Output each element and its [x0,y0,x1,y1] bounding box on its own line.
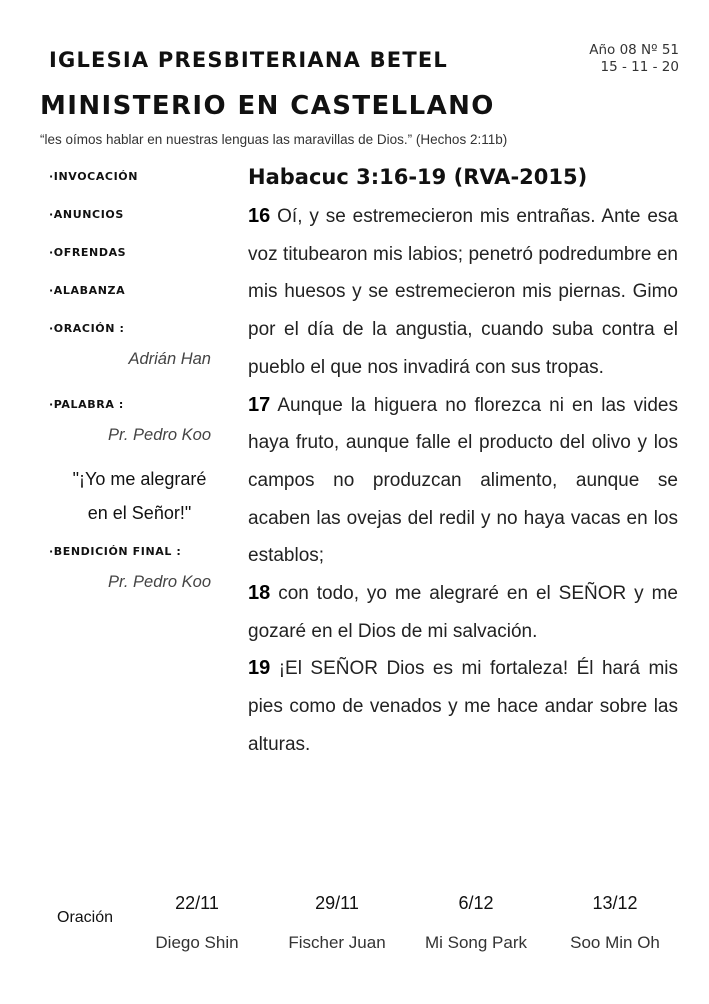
schedule-date: 13/12 [592,893,638,913]
verse-text: Oí, y se estremecieron mis entrañas. Ante esa voz titubearon mis labios; penetró podredumbre en mis huesos y se estremecieron mis piernas. Gimo por el día de la angustia, cuando suba contra el pueblo el que nos invadirá con sus tropas. [248,206,679,378]
order-ofrendas: ·OFRENDAS [49,246,127,259]
verse-text: Aunque la higuera no florezca ni en las vides haya fruto, aunque falle el producto del olivo y los campos no produzcan alimento, aunque se acaben las ovejas del redil y no haya vacas en los establos; [248,394,679,567]
order-anuncios: ·ANUNCIOS [49,208,124,221]
scripture-passage [248,198,678,764]
sermon-title-line: "¡Yo me alegraré [72,469,207,489]
bendicion-person: Pr. Pedro Koo [107,573,211,591]
issue-date: 15 - 11 - 20 [600,59,679,75]
sermon-title [52,462,227,530]
verse [248,650,678,763]
issue-number: Año 08 Nº 51 [589,42,679,58]
schedule-date: 29/11 [315,893,359,913]
schedule-date: 6/12 [458,893,494,913]
verse-number: 18 [248,582,271,605]
schedule-name: Mi Song Park [424,933,528,952]
schedule-date: 22/11 [175,893,219,913]
passage-reference: Habacuc 3:16-19 (RVA-2015) [248,165,588,189]
church-name: IGLESIA PRESBITERIANA BETEL [49,48,448,72]
verse [248,198,678,387]
verse [248,575,678,650]
verse [248,387,678,576]
oracion-person: Adrián Han [128,350,211,368]
ministry-title: MINISTERIO EN CASTELLANO [40,91,495,121]
verse-number: 19 [248,657,271,680]
verse-text: ¡El SEÑOR Dios es mi fortaleza! Él hará mis pies como de venados y me hace andar sobre las alturas. [248,658,678,755]
order-alabanza: ·ALABANZA [49,284,126,297]
issue-info [589,42,679,76]
order-oracion: ·ORACIÓN : [49,322,125,335]
verse-quote: “les oímos hablar en nuestras lenguas las maravillas de Dios.” (Hechos 2:11b) [40,132,508,147]
order-palabra: ·PALABRA : [49,398,124,411]
order-invocacion: ·INVOCACIÓN [49,170,139,183]
sermon-title-line: en el Señor!" [87,503,192,523]
palabra-person: Pr. Pedro Koo [107,426,211,444]
schedule-name: Soo Min Oh [570,933,660,952]
schedule-name: Fischer Juan [288,933,386,952]
verse-number: 17 [248,393,271,416]
schedule-name: Diego Shin [155,933,239,952]
verse-number: 16 [248,205,271,227]
order-bendicion: ·BENDICIÓN FINAL : [49,545,182,558]
verse-text: con todo, yo me alegraré en el SEÑOR y me gozaré en el Dios de mi salvación. [248,583,678,642]
prayer-schedule-label: Oración [57,909,114,926]
